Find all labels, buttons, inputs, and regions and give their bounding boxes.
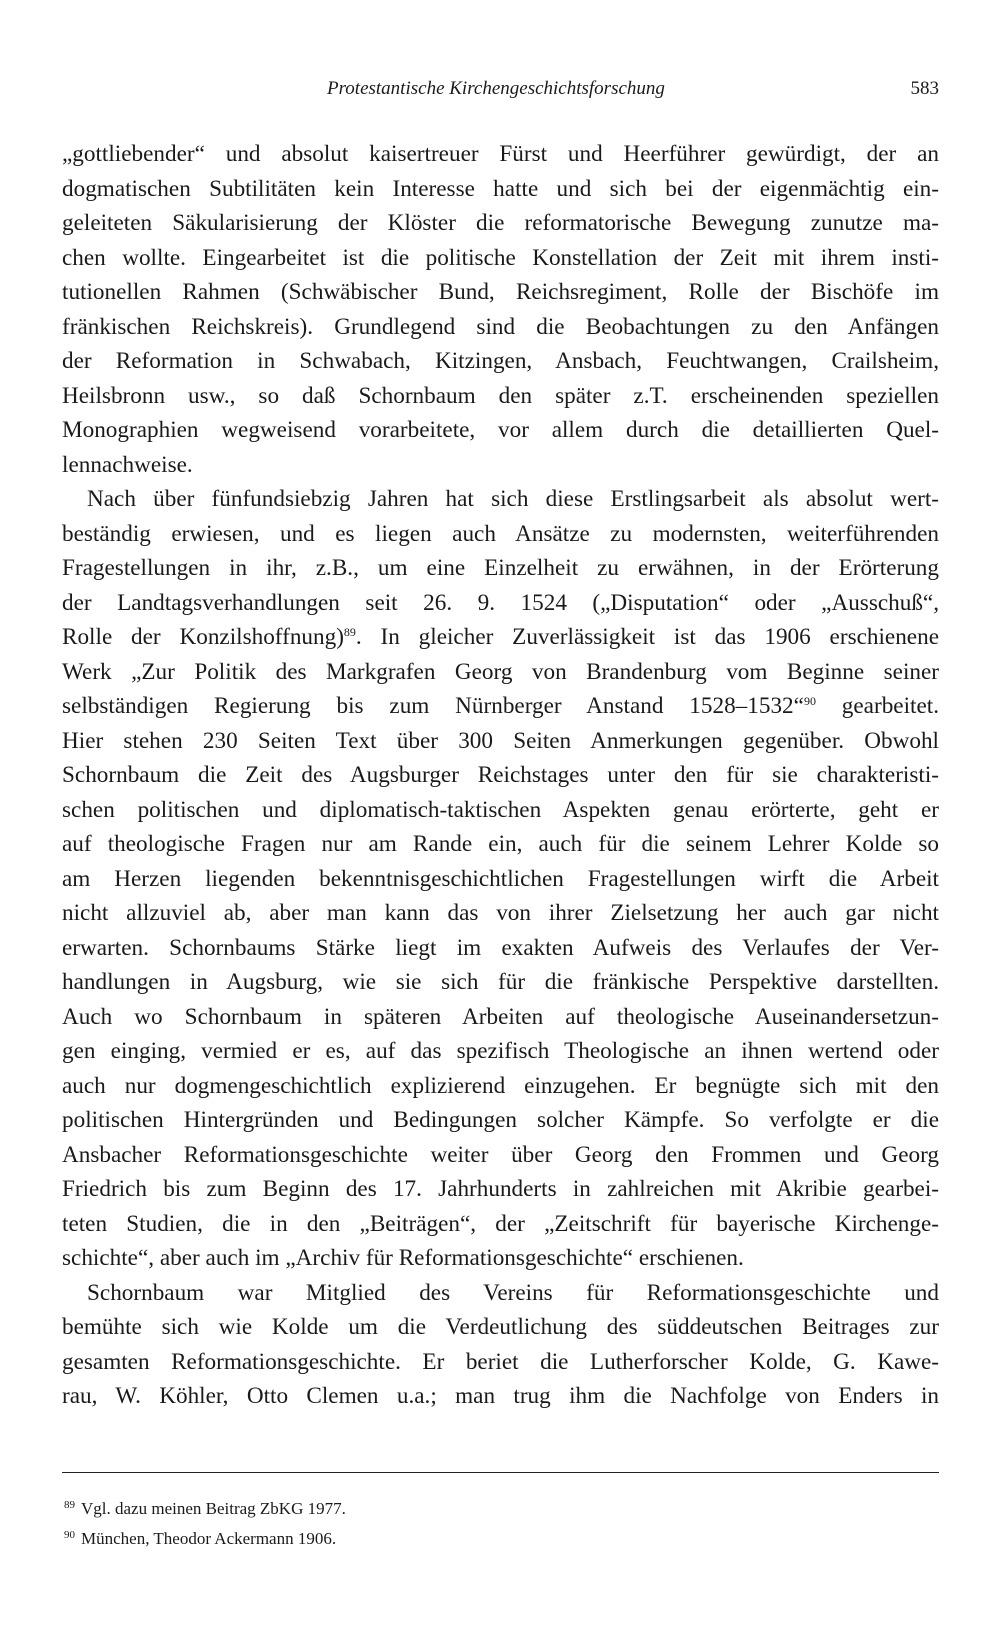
page-header [62,72,939,106]
text-line: dogmatischen Subtilitäten kein Interesse hatte und sich bei der eigenmächtig ein- [62,175,939,202]
text-line: auf theologische Fragen nur am Rande ein, auch für die seinem Lehrer Kolde so [62,831,939,857]
text-line: Nach über fünfundsiebzig Jahren hat sich diese Erstlingsarbeit als absolut wert- [87,486,939,512]
footnote-90 [62,1522,939,1552]
text-segment: . In gleicher Zuverlässigkeit ist das 1906 erschienene [355,624,939,650]
text-segment: selbständigen Regierung bis zum Nürnberger Anstand 1528–1532“ [62,693,804,719]
footnote-mark: 89 [64,1499,75,1511]
text-line: Werk „Zur Politik des Markgrafen Georg von Brandenburg vom Beginne seiner [62,658,939,685]
text-line: gen einging, vermied er es, auf das spezifisch Theologische an ihnen wertend oder [62,1038,939,1064]
text-line: Schornbaum die Zeit des Augsburger Reichstages unter den für sie charakteristi- [62,762,939,788]
text-line: Friedrich bis zum Beginn des 17. Jahrhunderts in zahlreichen mit Akribie gearbei- [62,1176,939,1202]
text-line: Schornbaum war Mitglied des Vereins für Reformationsgeschichte und [87,1279,939,1306]
text-line: politischen Hintergründen und Bedingungen solcher Kämpfe. So verfolgte er die [62,1107,939,1133]
page-number: 583 [910,78,939,99]
text-line: rau, W. Köhler, Otto Clemen u.a.; man trug ihm die Nachfolge von Enders in [62,1383,939,1409]
text-segment: gearbeitet. [815,693,939,719]
text-segment: Rolle der Konzilshoffnung) [62,624,344,650]
text-line: gesamten Reformationsgeschichte. Er beriet die Lutherforscher Kolde, G. Kawe- [62,1348,939,1375]
text-line: teten Studien, die in den „Beiträgen“, der „Zeitschrift für bayerische Kirchenge- [62,1210,939,1237]
text-line: Heilsbronn usw., so daß Schornbaum den später z.T. erscheinenden speziellen [62,382,939,409]
text-line: der Landtagsverhandlungen seit 26. 9. 1524 („Disputation“ oder „Ausschuß“, [62,589,939,616]
text-line: der Reformation in Schwabach, Kitzingen, Ansbach, Feuchtwangen, Crailsheim, [62,348,939,374]
footnote-ref-90[interactable]: 90 [803,694,816,708]
text-line [62,620,939,655]
text-line [62,689,939,724]
text-line: Hier stehen 230 Seiten Text über 300 Seiten Anmerkungen gegenüber. Obwohl [62,727,939,754]
text-line: schen politischen und diplomatisch-taktischen Aspekten genau erörterte, geht er [62,796,939,823]
text-line: geleiteten Säkularisierung der Klöster die reformatorische Bewegung zunutze ma- [62,210,939,236]
text-line: beständig erwiesen, und es liegen auch Ansätze zu modernsten, weiterführenden [62,520,939,547]
text-line: nicht allzuviel ab, aber man kann das von ihrer Zielsetzung her auch gar nicht [62,900,939,926]
text-line: Ansbacher Reformationsgeschichte weiter über Georg den Frommen und Georg [62,1141,939,1168]
footnote-mark: 90 [64,1529,75,1541]
text-line: auch nur dogmengeschichtlich explizierend einzugehen. Er begnügte sich mit den [62,1072,939,1099]
footnote-divider [62,1472,939,1473]
body-text [62,137,939,1414]
text-line: Fragestellungen in ihr, z.B., um eine Einzelheit zu erwähnen, in der Erörterung [62,555,939,581]
text-line: fränkischen Reichskreis). Grundlegend sind die Beobachtungen zu den Anfängen [62,313,939,340]
text-line: handlungen in Augsburg, wie sie sich für die fränkische Perspektive darstellten. [62,969,939,995]
text-line: „gottliebender“ und absolut kaisertreuer Fürst und Heerführer gewürdigt, der an [62,141,939,167]
running-title: Protestantische Kirchengeschichtsforschung [327,78,665,99]
text-line: Auch wo Schornbaum in späteren Arbeiten auf theologische Auseinandersetzun- [62,1003,939,1030]
text-line: erwarten. Schornbaums Stärke liegt im exakten Aufweis des Verlaufes der Ver- [62,934,939,961]
footnote-text: Vgl. dazu meinen Beitrag ZbKG 1977. [81,1499,346,1518]
text-line: tutionellen Rahmen (Schwäbischer Bund, Reichsregiment, Rolle der Bischöfe im [62,279,939,305]
text-line: bemühte sich wie Kolde um die Verdeutlichung des süddeutschen Beitrages zur [62,1314,939,1340]
footnote-text: München, Theodor Ackermann 1906. [81,1529,337,1548]
footnote-ref-89[interactable]: 89 [343,625,356,639]
text-line: schichte“, aber auch im „Archiv für Reformationsgeschichte“ erschienen. [62,1245,744,1271]
text-line: chen wollte. Eingearbeitet ist die politische Konstellation der Zeit mit ihrem insti- [62,244,939,271]
text-line: am Herzen liegenden bekenntnisgeschichtlichen Fragestellungen wirft die Arbeit [62,865,939,892]
text-line: lennachweise. [62,451,193,478]
text-line: Monographien wegweisend vorarbeitete, vor allem durch die detaillierten Quel- [62,417,939,443]
footnote-89 [62,1492,939,1522]
footnotes [62,1492,939,1552]
